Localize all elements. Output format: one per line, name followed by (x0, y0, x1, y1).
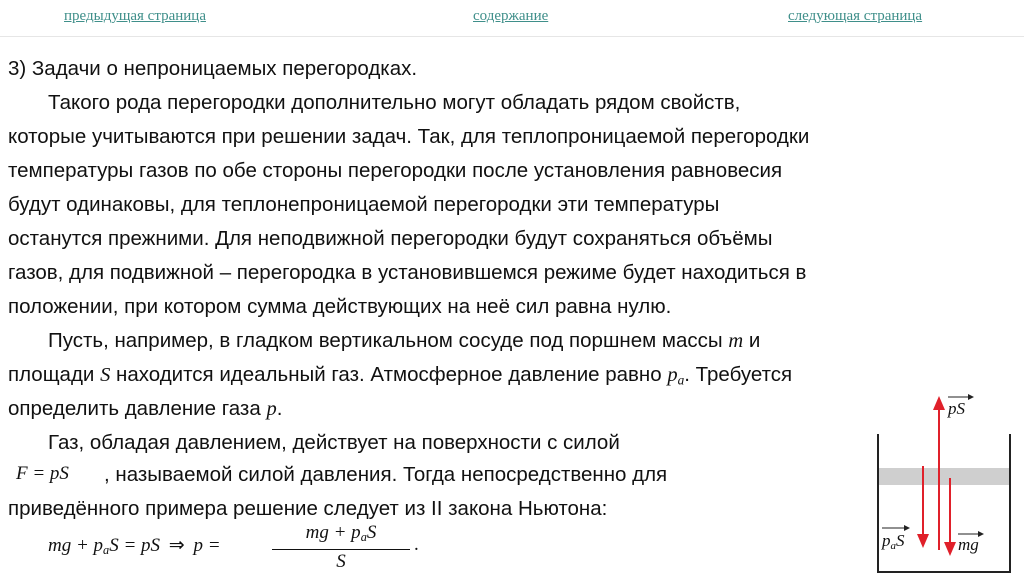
paragraph-line: Такого рода перегородки дополнительно могут обладать рядом свойств, (48, 91, 741, 114)
newton-equation (48, 534, 221, 558)
fraction-numerator (272, 522, 410, 550)
paragraph-line (8, 394, 282, 424)
next-page-link[interactable]: следующая страница (788, 8, 923, 24)
contents-link[interactable]: содержание (473, 8, 549, 24)
vector-bar-head (978, 531, 984, 537)
label-paS-p: p (882, 531, 891, 550)
paragraph-line: положении, при котором сумма действующих на неё сил равна нулю. (8, 295, 672, 318)
force-formula: F = pS (16, 463, 69, 484)
text-span: находится идеальный газ. Атмосферное давление равно (110, 363, 668, 386)
subscript-a: a (103, 543, 110, 558)
subscript-a: a (677, 372, 685, 388)
paragraph-line: газов, для подвижной – перегородка в установившемся режиме будет находиться в (8, 261, 807, 284)
paragraph-line: приведённого примера решение следует из II закона Ньютона: (8, 497, 608, 520)
pS-arrowhead (933, 396, 945, 410)
paragraph-line (48, 326, 760, 356)
vector-bar-head (904, 525, 910, 531)
text-span: и (743, 329, 761, 352)
paragraph-line: температуры газов по обе стороны перегородки после установления равновесия (8, 159, 783, 182)
equation-left-tail: S = pS (109, 535, 161, 556)
text-span: . (276, 397, 283, 420)
numerator-text: mg + p (305, 522, 361, 543)
label-paS (881, 531, 905, 552)
vessel-outline (878, 434, 1010, 572)
equation-p: p = (193, 535, 221, 556)
fraction-denominator: S (336, 551, 346, 573)
atm-pressure-symbol (667, 364, 684, 386)
header-divider (0, 36, 1024, 37)
paragraph-line: будут одинаковы, для теплонепроницаемой перегородки эти температуры (8, 193, 720, 216)
piston-diagram (868, 382, 1022, 574)
vector-bar-head (968, 394, 974, 400)
implies-symbol: ⇒ (168, 535, 185, 556)
numerator-tail: S (366, 522, 377, 543)
formula-period: . (414, 534, 419, 555)
label-mg: mg (958, 535, 979, 554)
paragraph-line: которые учитываются при решении задач. Так, для теплопроницаемой перегородки (8, 125, 810, 148)
mass-symbol: m (728, 330, 744, 352)
paragraph-line: останутся прежними. Для неподвижной перегородки будут сохраняться объёмы (8, 227, 773, 250)
section-heading: 3) Задачи о непроницаемых перегородках. (8, 57, 418, 80)
prev-page-link[interactable]: предыдущая страница (64, 8, 206, 24)
paragraph-line: Газ, обладая давлением, действует на поверхности с силой (48, 431, 620, 454)
text-span: Пусть, например, в гладком вертикальном сосуде под поршнем массы (48, 329, 729, 352)
paS-arrowhead (917, 534, 929, 548)
label-paS-sub: a (890, 540, 896, 552)
subscript-a: a (360, 530, 367, 545)
equation-left: mg + p (48, 535, 104, 556)
pressure-symbol: p (266, 398, 277, 420)
label-paS-tail: S (896, 531, 905, 550)
pressure-letter: p (667, 364, 678, 386)
paragraph-line: , называемой силой давления. Тогда непосредственно для (104, 463, 668, 486)
text-span: площади (8, 363, 101, 386)
paragraph-line (8, 360, 792, 395)
piston (879, 468, 1009, 485)
fraction (272, 522, 410, 574)
label-pS: pS (948, 399, 965, 418)
text-span: . Требуется (684, 363, 793, 386)
area-symbol: S (100, 364, 111, 386)
text-span: определить давление газа (8, 397, 267, 420)
mg-arrowhead (944, 542, 956, 556)
